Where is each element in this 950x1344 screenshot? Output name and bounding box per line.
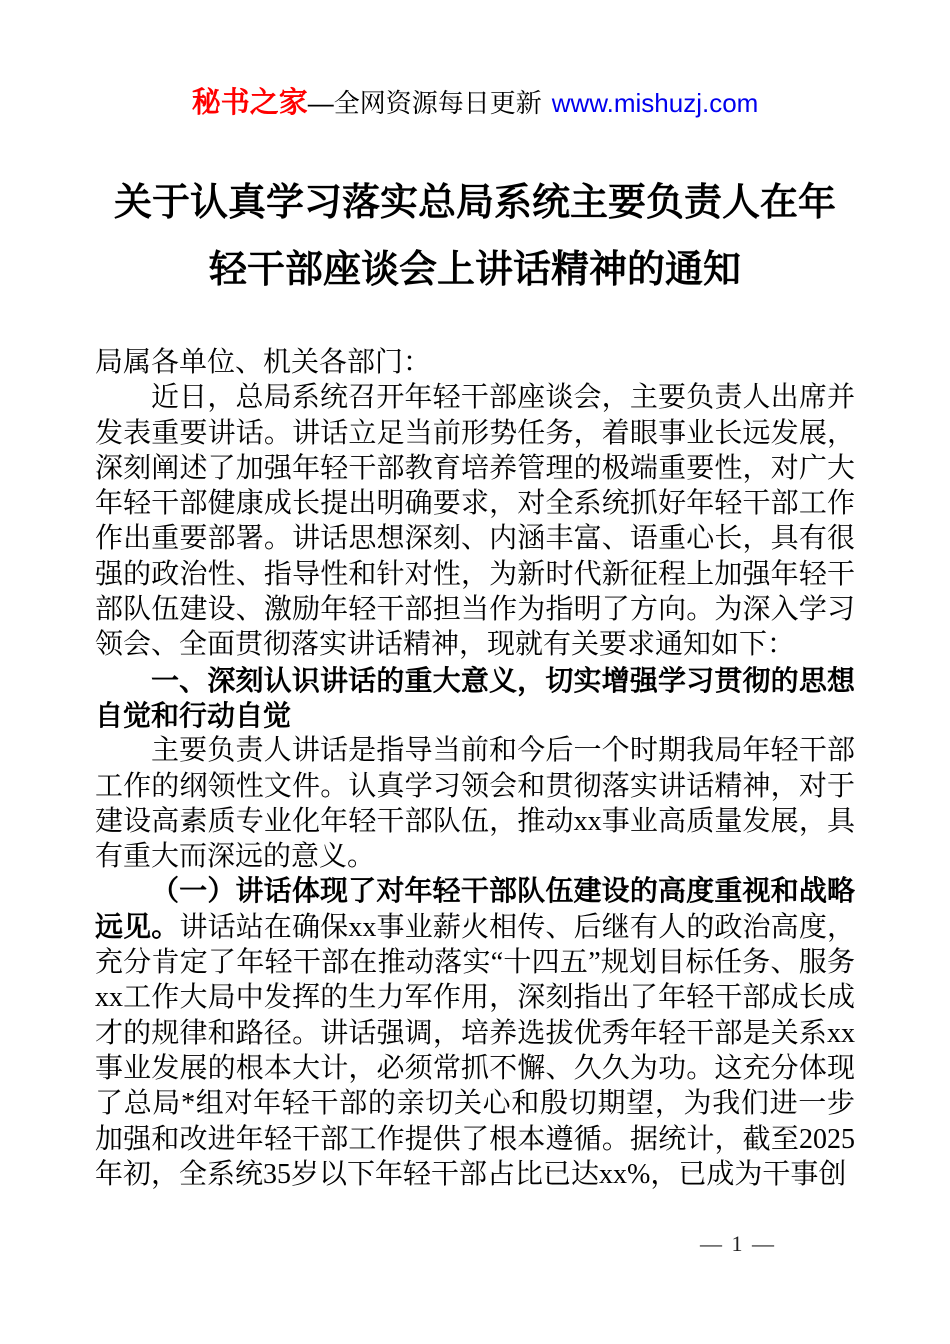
paragraph-subsection-1 bbox=[95, 874, 855, 1192]
site-url-link[interactable]: www.mishuzj.com bbox=[551, 88, 759, 118]
page-number: — 1 — bbox=[700, 1231, 776, 1256]
paragraph-significance: 主要负责人讲话是指导当前和今后一个时期我局年轻干部工作的纲领性文件。认真学习领会和贯彻落实讲话精神，对于建设高素质专业化年轻干部队伍，推动xx事业高质量发展，具有重大而深远的意义。 bbox=[95, 735, 855, 873]
subsection-1-lead: （一）讲话体现了对年轻干部队伍建设的高度重视和战略远见。 bbox=[95, 876, 855, 943]
document-body bbox=[95, 345, 855, 1192]
paragraph-intro: 近日，总局系统召开年轻干部座谈会，主要负责人出席并发表重要讲话。讲话立足当前形势任务，着眼事业长远发展，深刻阐述了加强年轻干部教育培养管理的极端重要性，对广大年轻干部健康成长提出明确要求，对全系统抓好年轻干部工作作出重要部署。讲话思想深刻、内涵丰富、语重心长，具有很强的政治性、指导性和针对性，为新时代新征程上加强年轻干部队伍建设、激励年轻干部担当作为指明了方向。为深入学习领会、全面贯彻落实讲话精神，现就有关要求通知如下： bbox=[95, 382, 855, 661]
header-tagline: —全网资源每日更新 bbox=[307, 88, 542, 118]
site-header bbox=[0, 86, 950, 120]
document-title bbox=[0, 170, 950, 304]
brand-name: 秘书之家 bbox=[191, 87, 308, 119]
subsection-1-text: 讲话站在确保xx事业薪火相传、后继有人的政治高度，充分肯定了年轻干部在推动落实“十四五”规划目标任务、服务xx工作大局中发挥的生力军作用，深刻指出了年轻干部成长成才的规律和路径。讲话强调，培养选拔优秀年轻干部是关系xx事业发展的根本大计，必须常抓不懈、久久为功。这充分体现了总局*组对年轻干部的亲切关心和殷切期望，为我们进一步加强和改进年轻干部工作提供了根本遵循。据统计，截至2025年初，全系统35岁以下年轻干部占比已达xx%，已成为干事创 bbox=[95, 911, 855, 1190]
document-title-line2: 轻干部座谈会上讲话精神的通知 bbox=[208, 249, 741, 291]
section-heading-1: 一、深刻认识讲话的重大意义，切实增强学习贯彻的思想自觉和行动自觉 bbox=[95, 664, 855, 731]
document-title-line1: 关于认真学习落实总局系统主要负责人在年 bbox=[113, 182, 836, 224]
salutation: 局属各单位、机关各部门： bbox=[95, 347, 432, 378]
